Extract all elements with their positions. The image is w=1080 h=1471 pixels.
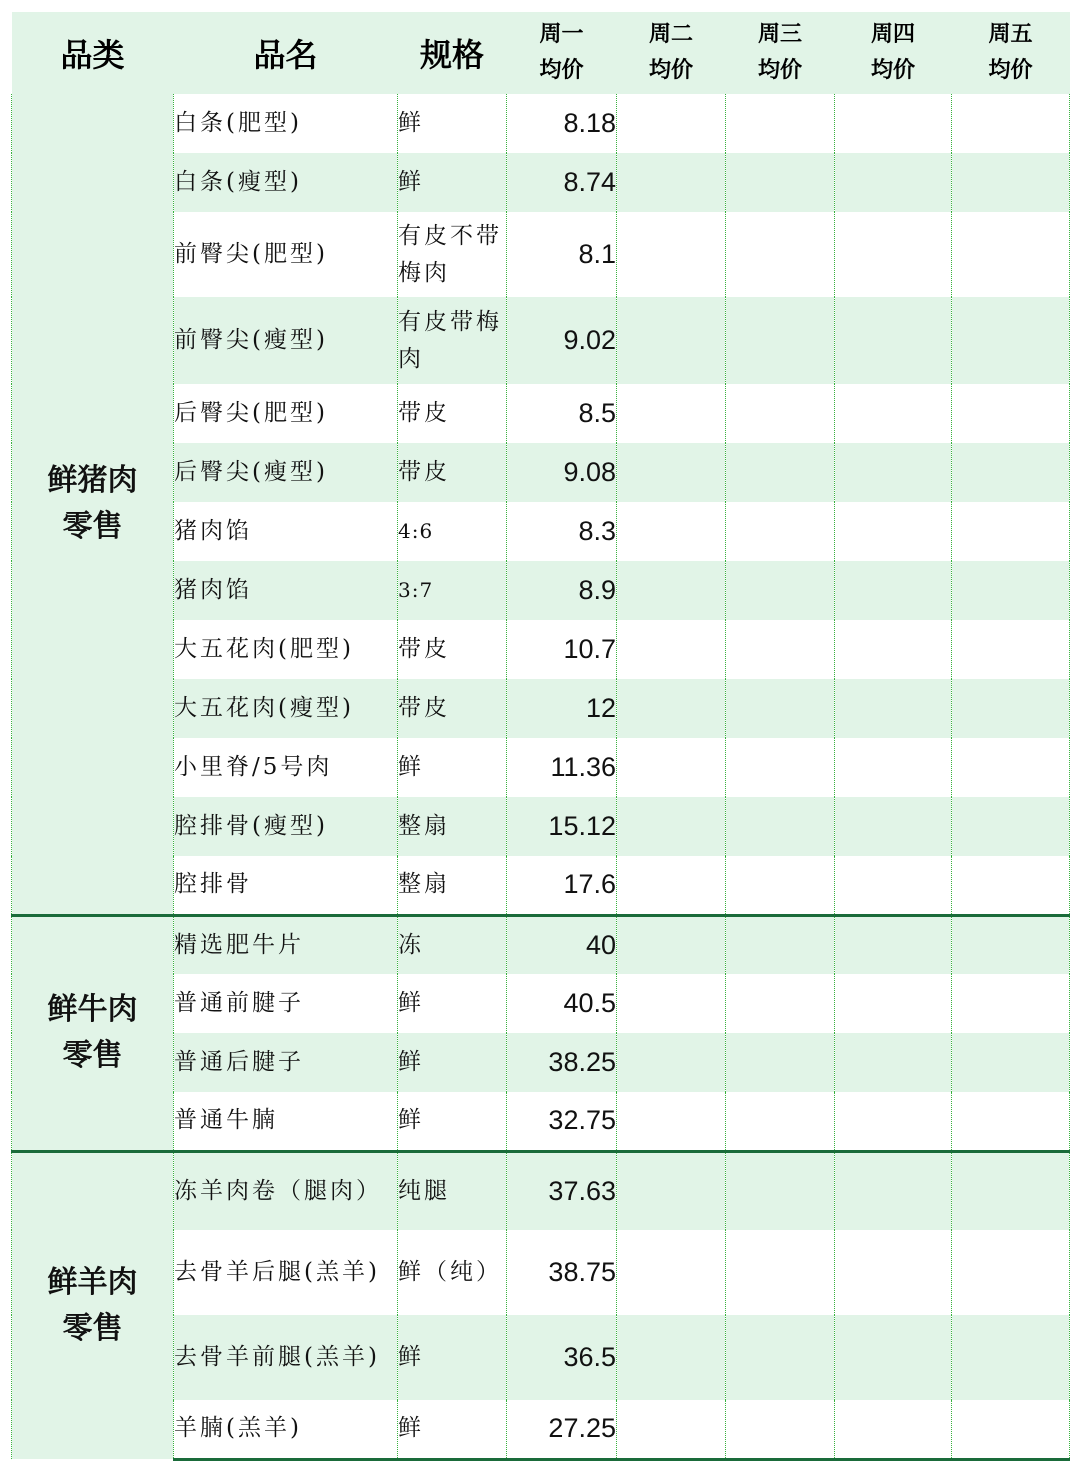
price-fri-cell [952,856,1070,915]
price-mon-cell: 8.1 [507,212,617,297]
price-tue-cell [617,1033,726,1092]
price-fri-cell [952,620,1070,679]
product-name-cell: 后臀尖(瘦型) [174,443,398,502]
spec-cell: 冻 [398,915,507,974]
price-thu-cell [835,620,952,679]
price-thu-cell [835,94,952,153]
price-thu-cell [835,384,952,443]
price-tue-cell [617,502,726,561]
price-mon-cell: 11.36 [507,738,617,797]
price-mon-cell: 37.63 [507,1151,617,1230]
product-name-cell: 大五花肉(肥型) [174,620,398,679]
price-tue-cell [617,443,726,502]
product-name-cell: 去骨羊前腿(羔羊) [174,1315,398,1400]
product-name-cell: 普通前腱子 [174,974,398,1033]
price-thu-cell [835,915,952,974]
price-thu-cell [835,856,952,915]
price-thu-cell [835,974,952,1033]
price-fri-cell [952,561,1070,620]
product-name-cell: 普通后腱子 [174,1033,398,1092]
price-thu-cell [835,502,952,561]
price-wed-cell [726,561,835,620]
price-wed-cell [726,620,835,679]
price-wed-cell [726,856,835,915]
price-fri-cell [952,384,1070,443]
price-tue-cell [617,1230,726,1315]
price-mon-cell: 27.25 [507,1400,617,1459]
product-name-cell: 前臀尖(瘦型) [174,297,398,384]
header-mon: 周一 均价 [507,12,617,94]
price-tue-cell [617,679,726,738]
price-fri-cell [952,1230,1070,1315]
spec-cell: 有皮不带梅肉 [398,212,507,297]
price-table [11,12,1070,1461]
product-name-cell: 小里脊/5号肉 [174,738,398,797]
product-name-cell: 羊腩(羔羊) [174,1400,398,1459]
price-fri-cell [952,738,1070,797]
spec-cell: 整扇 [398,797,507,856]
product-name-cell: 后臀尖(肥型) [174,384,398,443]
price-tue-cell [617,1315,726,1400]
price-tue-cell [617,1092,726,1151]
price-thu-cell [835,1033,952,1092]
spec-cell: 鲜 [398,94,507,153]
price-wed-cell [726,797,835,856]
price-mon-cell: 8.9 [507,561,617,620]
spec-cell: 鲜 [398,974,507,1033]
price-wed-cell [726,94,835,153]
price-wed-cell [726,1033,835,1092]
price-tue-cell [617,797,726,856]
product-name-cell: 普通牛腩 [174,1092,398,1151]
header-thu: 周四 均价 [835,12,952,94]
price-fri-cell [952,1315,1070,1400]
spec-cell: 鲜 [398,1033,507,1092]
price-fri-cell [952,1400,1070,1459]
price-wed-cell [726,212,835,297]
price-thu-cell [835,212,952,297]
product-name-cell: 猪肉馅 [174,502,398,561]
product-name-cell: 大五花肉(瘦型) [174,679,398,738]
spec-cell: 鲜 [398,1315,507,1400]
price-thu-cell [835,1230,952,1315]
price-fri-cell [952,212,1070,297]
price-thu-cell [835,1315,952,1400]
price-tue-cell [617,153,726,212]
spec-cell: 鲜 [398,153,507,212]
price-wed-cell [726,1230,835,1315]
price-mon-cell: 9.02 [507,297,617,384]
price-thu-cell [835,679,952,738]
category-cell: 鲜羊肉 零售 [12,1151,174,1459]
price-tue-cell [617,738,726,797]
price-fri-cell [952,502,1070,561]
price-thu-cell [835,153,952,212]
price-wed-cell [726,443,835,502]
price-tue-cell [617,1400,726,1459]
price-thu-cell [835,738,952,797]
price-mon-cell: 8.18 [507,94,617,153]
price-wed-cell [726,974,835,1033]
product-name-cell: 白条(瘦型) [174,153,398,212]
price-wed-cell [726,1400,835,1459]
price-fri-cell [952,443,1070,502]
spec-cell: 带皮 [398,384,507,443]
price-mon-cell: 40 [507,915,617,974]
price-wed-cell [726,297,835,384]
price-mon-cell: 32.75 [507,1092,617,1151]
price-fri-cell [952,974,1070,1033]
price-thu-cell [835,1092,952,1151]
price-mon-cell: 9.08 [507,443,617,502]
header-row [12,12,1070,94]
category-cell: 鲜猪肉 零售 [12,94,174,915]
price-wed-cell [726,1092,835,1151]
product-name-cell: 前臀尖(肥型) [174,212,398,297]
spec-cell: 4:6 [398,502,507,561]
price-thu-cell [835,561,952,620]
price-thu-cell [835,1400,952,1459]
product-name-cell: 腔排骨 [174,856,398,915]
product-name-cell: 精选肥牛片 [174,915,398,974]
price-tue-cell [617,94,726,153]
price-mon-cell: 36.5 [507,1315,617,1400]
product-name-cell: 冻羊肉卷（腿肉） [174,1151,398,1230]
price-fri-cell [952,797,1070,856]
price-tue-cell [617,856,726,915]
spec-cell: 带皮 [398,443,507,502]
price-mon-cell: 38.75 [507,1230,617,1315]
header-tue: 周二 均价 [617,12,726,94]
price-wed-cell [726,384,835,443]
price-fri-cell [952,679,1070,738]
price-tue-cell [617,212,726,297]
price-mon-cell: 10.7 [507,620,617,679]
price-tue-cell [617,620,726,679]
price-tue-cell [617,384,726,443]
product-name-cell: 去骨羊后腿(羔羊) [174,1230,398,1315]
price-thu-cell [835,443,952,502]
spec-cell: 有皮带梅肉 [398,297,507,384]
price-tue-cell [617,1151,726,1230]
price-wed-cell [726,738,835,797]
price-wed-cell [726,1315,835,1400]
product-name-cell: 猪肉馅 [174,561,398,620]
price-mon-cell: 8.3 [507,502,617,561]
table-row [12,1151,1070,1230]
price-thu-cell [835,297,952,384]
header-spec: 规格 [398,12,507,94]
spec-cell: 整扇 [398,856,507,915]
price-wed-cell [726,915,835,974]
price-fri-cell [952,1033,1070,1092]
price-mon-cell: 8.5 [507,384,617,443]
price-tue-cell [617,561,726,620]
price-mon-cell: 12 [507,679,617,738]
price-tue-cell [617,974,726,1033]
product-name-cell: 白条(肥型) [174,94,398,153]
price-tue-cell [617,297,726,384]
price-mon-cell: 8.74 [507,153,617,212]
table-row [12,915,1070,974]
spec-cell: 鲜 [398,738,507,797]
price-fri-cell [952,915,1070,974]
price-mon-cell: 40.5 [507,974,617,1033]
price-wed-cell [726,1151,835,1230]
price-fri-cell [952,94,1070,153]
price-mon-cell: 15.12 [507,797,617,856]
spec-cell: 3:7 [398,561,507,620]
header-name: 品名 [174,12,398,94]
price-wed-cell [726,153,835,212]
spec-cell: 鲜 [398,1400,507,1459]
header-wed: 周三 均价 [726,12,835,94]
spec-cell: 带皮 [398,620,507,679]
table-row [12,94,1070,153]
header-category: 品类 [12,12,174,94]
price-wed-cell [726,502,835,561]
price-fri-cell [952,1151,1070,1230]
price-fri-cell [952,297,1070,384]
price-mon-cell: 38.25 [507,1033,617,1092]
product-name-cell: 腔排骨(瘦型) [174,797,398,856]
price-thu-cell [835,1151,952,1230]
category-cell: 鲜牛肉 零售 [12,915,174,1151]
price-fri-cell [952,153,1070,212]
spec-cell: 鲜（纯） [398,1230,507,1315]
price-wed-cell [726,679,835,738]
spec-cell: 纯腿 [398,1151,507,1230]
price-mon-cell: 17.6 [507,856,617,915]
price-fri-cell [952,1092,1070,1151]
spec-cell: 带皮 [398,679,507,738]
header-fri: 周五 均价 [952,12,1070,94]
spec-cell: 鲜 [398,1092,507,1151]
price-thu-cell [835,797,952,856]
price-tue-cell [617,915,726,974]
